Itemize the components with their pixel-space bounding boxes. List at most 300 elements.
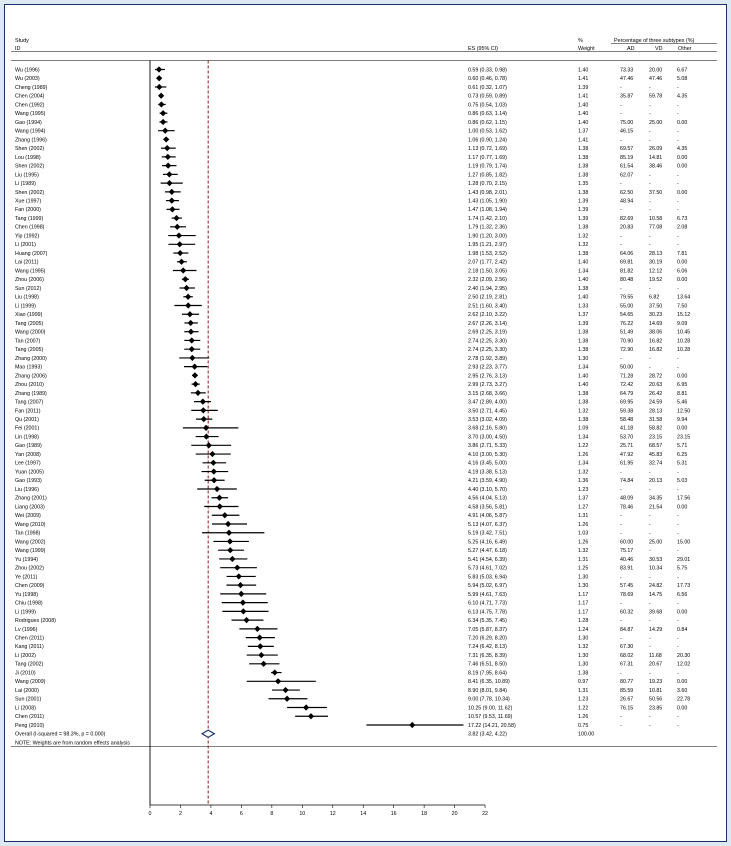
ad-value: 80.77 xyxy=(620,679,634,686)
ad-value: - xyxy=(620,469,622,476)
study-label: Yuan (2005) xyxy=(15,469,44,476)
weight-value: 1.17 xyxy=(578,600,589,607)
weight-value: 1.38 xyxy=(578,285,589,292)
weight-value: 1.32 xyxy=(578,548,589,555)
study-label: Wang (1995) xyxy=(15,268,46,275)
vd-value: 37.50 xyxy=(649,189,663,196)
weight-value: 0.75 xyxy=(578,722,589,729)
effect-marker xyxy=(234,565,240,571)
other-value: 0.00 xyxy=(677,373,688,380)
weight-value: 1.30 xyxy=(578,583,589,590)
other-value: - xyxy=(677,486,679,493)
vd-value: 58.82 xyxy=(649,425,663,432)
effect-marker xyxy=(169,206,175,212)
weight-value: 1.34 xyxy=(578,460,589,467)
vd-header: VD xyxy=(655,46,663,52)
effect-marker xyxy=(182,276,188,282)
study-label: Kang (2011) xyxy=(15,644,44,651)
study-label: Lee (1997) xyxy=(15,460,41,467)
other-value: 0.00 xyxy=(677,259,688,266)
other-value: - xyxy=(677,285,679,292)
weight-value: 1.32 xyxy=(578,469,589,476)
effect-marker xyxy=(217,503,223,509)
effect-marker xyxy=(227,547,233,553)
id-header: ID xyxy=(15,46,21,52)
es-ci-value: 5.19 (3.42, 7.51) xyxy=(468,530,507,537)
ad-value: - xyxy=(620,722,622,729)
x-tick-label: 4 xyxy=(209,811,213,817)
weight-value: 1.33 xyxy=(578,303,589,310)
weight-value: 1.38 xyxy=(578,224,589,231)
study-label: Rodrigues (2008) xyxy=(15,618,56,625)
study-label: Zhou (2006) xyxy=(15,277,44,284)
study-label: Wang (1994) xyxy=(15,128,46,135)
vd-value: 59.78 xyxy=(649,93,663,100)
es-ci-value: 0.60 (0.46, 0.78) xyxy=(468,76,507,83)
ad-value: - xyxy=(620,233,622,240)
vd-value: 19.52 xyxy=(649,277,663,284)
study-label: Sun (2012) xyxy=(15,285,42,292)
study-label: Sun (2001) xyxy=(15,696,42,703)
es-ci-value: 4.21 (3.59, 4.90) xyxy=(468,478,507,485)
ad-value: 55.00 xyxy=(620,303,634,310)
effect-marker xyxy=(216,495,222,501)
vd-value: 14.81 xyxy=(649,154,663,161)
effect-marker xyxy=(240,600,246,606)
study-label: Tan (2007) xyxy=(15,338,41,345)
vd-value: 28.13 xyxy=(649,408,663,415)
weight-value: 1.39 xyxy=(578,198,589,205)
x-tick-label: 20 xyxy=(451,811,458,817)
weight-value: 1.30 xyxy=(578,652,589,659)
es-ci-value: 10.25 (9.00, 11.62) xyxy=(468,705,513,712)
study-label: Yu (1998) xyxy=(15,591,38,598)
x-tick-label: 0 xyxy=(148,811,152,817)
es-ci-value: 1.06 (0.90, 1.24) xyxy=(468,137,507,144)
other-value: 4.35 xyxy=(677,146,688,153)
study-label: Zhou (2010) xyxy=(15,382,44,389)
es-ci-value: 2.32 (2.09, 2.56) xyxy=(468,277,507,284)
figure-frame xyxy=(4,4,727,842)
effect-marker xyxy=(169,198,175,204)
effect-marker xyxy=(173,215,179,221)
effect-marker xyxy=(176,232,182,238)
weight-value: 1.31 xyxy=(578,513,589,520)
vd-value: 31.58 xyxy=(649,417,663,423)
ad-value: - xyxy=(620,355,622,362)
weight-value: 1.24 xyxy=(578,626,589,633)
study-label: Li (2002) xyxy=(15,652,36,659)
ad-value: 58.48 xyxy=(620,417,634,423)
ad-value: 51.49 xyxy=(620,329,634,336)
ad-value: 68.02 xyxy=(620,652,634,659)
es-ci-value: 4.10 (3.00, 5.30) xyxy=(468,451,507,458)
vd-value: 16.82 xyxy=(649,338,663,345)
study-header: Study xyxy=(15,38,29,44)
study-label: Zhang (1996) xyxy=(15,137,47,144)
effect-marker xyxy=(166,171,172,177)
ad-value: 48.94 xyxy=(620,198,634,205)
vd-value: - xyxy=(649,670,651,677)
es-ci-value: 6.10 (4.71, 7.73) xyxy=(468,600,507,607)
weight-value: 1.30 xyxy=(578,574,589,581)
weight-value: 1.38 xyxy=(578,347,589,354)
study-label: Wei (2009) xyxy=(15,513,41,520)
ad-value: - xyxy=(620,285,622,292)
x-tick-label: 2 xyxy=(178,811,182,817)
study-label: Li (2001) xyxy=(15,242,36,249)
other-value: 0.00 xyxy=(677,189,688,196)
vd-value: - xyxy=(649,285,651,292)
effect-marker xyxy=(177,250,183,256)
es-ci-value: 2.07 (1.77, 2.42) xyxy=(468,259,507,266)
study-label: Fan (2000) xyxy=(15,207,41,214)
vd-value: 39.68 xyxy=(649,609,663,616)
effect-marker xyxy=(158,101,164,107)
effect-marker xyxy=(201,416,207,422)
es-ci-value: 1.95 (1.21, 2.97) xyxy=(468,242,507,249)
other-value: - xyxy=(677,242,679,249)
ad-value: 85.19 xyxy=(620,154,634,161)
other-value: 0.00 xyxy=(677,119,688,126)
es-ci-value: 2.74 (2.25, 3.30) xyxy=(468,347,507,354)
ad-value: 81.82 xyxy=(620,268,634,275)
vd-value: 14.29 xyxy=(649,626,663,633)
effect-marker xyxy=(174,224,180,230)
vd-value: 6.82 xyxy=(649,294,660,301)
es-ci-value: 4.91 (4.06, 5.87) xyxy=(468,513,507,520)
effect-marker xyxy=(189,346,195,352)
es-ci-value: 0.86 (0.62, 1.15) xyxy=(468,119,507,126)
effect-marker xyxy=(185,294,191,300)
es-ci-value: 5.27 (4.47, 6.18) xyxy=(468,548,507,555)
ad-value: 41.18 xyxy=(620,425,634,432)
other-value: - xyxy=(677,644,679,651)
es-ci-value: 1.47 (1.08, 1.94) xyxy=(468,207,507,214)
study-label: Cheng (1989) xyxy=(15,84,48,91)
weight-value: 1.38 xyxy=(578,417,589,423)
other-value: 5.08 xyxy=(677,76,688,83)
effect-marker xyxy=(187,311,193,317)
other-value: 6.25 xyxy=(677,451,688,458)
other-value: - xyxy=(677,102,679,109)
ad-value: - xyxy=(620,600,622,607)
study-label: Tang (2005) xyxy=(15,347,44,354)
es-ci-value: 3.47 (2.89, 4.00) xyxy=(468,399,507,406)
ad-value: 71.28 xyxy=(620,373,634,380)
ad-value: - xyxy=(620,207,622,214)
study-label: Mao (1993) xyxy=(15,364,43,371)
ad-value: 72.42 xyxy=(620,382,634,389)
overall-diamond xyxy=(202,730,214,737)
weight-value: 1.38 xyxy=(578,189,589,196)
ad-value: 40.46 xyxy=(620,556,634,563)
study-label: Lou (1998) xyxy=(15,154,41,161)
vd-value: 77.08 xyxy=(649,224,663,231)
weight-value: 1.26 xyxy=(578,714,589,721)
other-value: 7.81 xyxy=(677,250,688,257)
weight-value: 1.40 xyxy=(578,259,589,266)
ad-value: - xyxy=(620,242,622,249)
ad-value: 70.90 xyxy=(620,338,634,345)
effect-marker xyxy=(185,302,191,308)
weight-value: 1.26 xyxy=(578,521,589,528)
study-label: Tang (1999) xyxy=(15,215,44,222)
other-value: 10.28 xyxy=(677,347,691,354)
overall-weight: 100.00 xyxy=(578,731,595,738)
effect-marker xyxy=(282,687,288,693)
weight-value: 1.22 xyxy=(578,443,589,450)
study-label: Li (1999) xyxy=(15,609,36,616)
study-label: Chen (2009) xyxy=(15,583,45,590)
other-value: - xyxy=(677,137,679,144)
study-label: Lv (1996) xyxy=(15,626,38,633)
vd-value: 14.69 xyxy=(649,320,663,327)
weight-value: 1.37 xyxy=(578,312,589,319)
other-value: 13.64 xyxy=(677,294,691,301)
effect-marker xyxy=(261,661,267,667)
study-label: Li (2008) xyxy=(15,705,36,712)
other-value: 0.00 xyxy=(677,705,688,712)
effect-marker xyxy=(165,163,171,169)
other-value: 10.45 xyxy=(677,329,691,336)
study-label: Peng (2010) xyxy=(15,722,45,729)
vd-value: 45.83 xyxy=(649,451,663,458)
overall-label: Overall (I-squared = 98.3%, p = 0.000) xyxy=(15,731,106,738)
effect-marker xyxy=(226,530,232,536)
x-tick-label: 22 xyxy=(482,811,489,817)
es-ci-value: 1.98 (1.53, 2.52) xyxy=(468,250,507,257)
es-ci-value: 4.56 (4.04, 5.13) xyxy=(468,495,507,502)
vd-value: - xyxy=(649,207,651,214)
ad-value: 61.95 xyxy=(620,460,634,467)
ad-value: 69.57 xyxy=(620,146,634,153)
vd-value: 24.82 xyxy=(649,583,663,590)
study-label: Chen (2004) xyxy=(15,93,45,100)
vd-value: 38.06 xyxy=(649,329,663,336)
es-ci-value: 5.94 (5.02, 6.97) xyxy=(468,583,507,590)
es-ci-value: 2.78 (1.92, 3.89) xyxy=(468,355,507,362)
weight-value: 1.41 xyxy=(578,137,589,144)
other-value: 6.95 xyxy=(677,382,688,389)
effect-marker xyxy=(188,320,194,326)
other-value: - xyxy=(677,198,679,205)
weight-value: 1.26 xyxy=(578,539,589,546)
effect-marker xyxy=(237,582,243,588)
study-label: Huang (2007) xyxy=(15,250,48,257)
other-value: - xyxy=(677,618,679,625)
effect-marker xyxy=(275,678,281,684)
other-value: 4.35 xyxy=(677,93,688,100)
ad-value: - xyxy=(620,618,622,625)
es-ci-value: 1.90 (1.20, 3.00) xyxy=(468,233,507,240)
study-label: Chen (1998) xyxy=(15,224,45,231)
effect-marker xyxy=(180,267,186,273)
vd-value: - xyxy=(649,128,651,135)
vd-value: - xyxy=(649,548,651,555)
ad-value: 76.22 xyxy=(620,320,634,327)
effect-marker xyxy=(192,364,198,370)
ad-value: - xyxy=(620,530,622,537)
vd-value: 30.23 xyxy=(649,312,663,319)
weight-value: 1.40 xyxy=(578,373,589,380)
es-ci-value: 8.19 (7.95, 8.64) xyxy=(468,670,507,677)
ad-value: 60.32 xyxy=(620,609,634,616)
vd-value: 25.00 xyxy=(649,119,663,126)
weight-value: 1.40 xyxy=(578,277,589,284)
vd-value: - xyxy=(649,644,651,651)
ad-value: - xyxy=(620,521,622,528)
effect-marker xyxy=(243,617,249,623)
vd-value: - xyxy=(649,530,651,537)
vd-value: - xyxy=(649,242,651,249)
ad-value: - xyxy=(620,486,622,493)
other-value: - xyxy=(677,530,679,537)
effect-marker xyxy=(177,241,183,247)
es-ci-value: 7.46 (6.51, 8.50) xyxy=(468,661,507,668)
study-label: Zhou (2002) xyxy=(15,565,44,572)
other-value: 0.00 xyxy=(677,425,688,432)
es-ci-value: 0.86 (0.63, 1.14) xyxy=(468,111,507,118)
ad-value: 73.33 xyxy=(620,67,634,74)
study-label: Li (1999) xyxy=(15,303,36,310)
other-value: 0.00 xyxy=(677,504,688,511)
other-value: 12.50 xyxy=(677,408,691,415)
ad-value: 53.70 xyxy=(620,434,634,441)
other-value: - xyxy=(677,364,679,371)
ad-value: - xyxy=(620,670,622,677)
es-ci-value: 5.25 (4.16, 6.49) xyxy=(468,539,507,546)
study-label: Wang (2010) xyxy=(15,521,46,528)
study-label: Ye (2011) xyxy=(15,574,38,581)
study-label: Li (1989) xyxy=(15,181,36,188)
vd-value: 37.50 xyxy=(649,303,663,310)
effect-marker xyxy=(211,477,217,483)
ad-value: 72.90 xyxy=(620,347,634,354)
es-ci-value: 2.95 (2.76, 3.13) xyxy=(468,373,507,380)
weight-value: 1.38 xyxy=(578,338,589,345)
vd-value: - xyxy=(649,233,651,240)
es-ci-value: 10.57 (9.53, 11.69) xyxy=(468,714,513,721)
study-label: Chiu (1998) xyxy=(15,600,43,607)
es-ci-value: 9.00 (7.78, 10.34) xyxy=(468,696,510,703)
other-value: - xyxy=(677,548,679,555)
effect-marker xyxy=(195,390,201,396)
weight-value: 1.38 xyxy=(578,250,589,257)
x-tick-label: 10 xyxy=(299,811,306,817)
effect-marker xyxy=(163,136,169,142)
other-value: 22.78 xyxy=(677,696,691,703)
vd-value: - xyxy=(649,513,651,520)
ad-value: 67.31 xyxy=(620,661,634,668)
vd-value: 26.42 xyxy=(649,390,663,397)
effect-marker xyxy=(214,486,220,492)
es-ci-value: 2.62 (2.10, 3.22) xyxy=(468,312,507,319)
study-label: Shen (2002) xyxy=(15,146,45,153)
ad-value: - xyxy=(620,84,622,91)
es-ci-value: 0.73 (0.59, 0.89) xyxy=(468,93,507,100)
ad-value: 57.45 xyxy=(620,583,634,590)
effect-marker xyxy=(156,66,162,72)
es-ci-value: 2.99 (2.73, 3.27) xyxy=(468,382,507,389)
effect-marker xyxy=(229,556,235,562)
ad-value: 82.69 xyxy=(620,215,634,222)
es-ci-value: 5.73 (4.61, 7.02) xyxy=(468,565,507,572)
effect-marker xyxy=(206,442,212,448)
weight-value: 1.40 xyxy=(578,382,589,389)
weight-value: 1.09 xyxy=(578,425,589,432)
x-tick-label: 12 xyxy=(329,811,336,817)
vd-value: 20.00 xyxy=(649,67,663,74)
other-value: 5.71 xyxy=(677,443,688,450)
es-ci-value: 4.16 (3.45, 5.00) xyxy=(468,460,507,467)
es-ci-value: 4.19 (3.38, 5.13) xyxy=(468,469,507,476)
effect-marker xyxy=(166,180,172,186)
overall-es-ci: 3.82 (3.42, 4.22) xyxy=(468,731,507,738)
weight-value: 1.40 xyxy=(578,102,589,109)
vd-value: 26.09 xyxy=(649,146,663,153)
ad-value: - xyxy=(620,137,622,144)
ad-value: 54.65 xyxy=(620,312,634,319)
study-label: Wang (1995) xyxy=(15,111,46,118)
vd-value: 68.57 xyxy=(649,443,663,450)
effect-marker xyxy=(240,608,246,614)
weight-value: 1.38 xyxy=(578,329,589,336)
vd-value: 30.53 xyxy=(649,556,663,563)
other-value: - xyxy=(677,172,679,179)
other-value: 6.73 xyxy=(677,215,688,222)
effect-marker xyxy=(188,329,194,335)
effect-marker xyxy=(284,696,290,702)
weight-value: 1.39 xyxy=(578,215,589,222)
es-ci-value: 8.90 (8.01, 9.84) xyxy=(468,687,507,694)
effect-marker xyxy=(227,538,233,544)
vd-value: 10.34 xyxy=(649,565,663,572)
weight-value: 1.40 xyxy=(578,119,589,126)
ad-value: 48.09 xyxy=(620,495,634,502)
other-value: 0.00 xyxy=(677,154,688,161)
ad-value: 61.54 xyxy=(620,163,634,170)
ad-value: 69.81 xyxy=(620,259,634,266)
study-label: Zhang (2001) xyxy=(15,495,47,502)
other-value: - xyxy=(677,233,679,240)
ad-value: 64.79 xyxy=(620,390,634,397)
es-ci-value: 0.75 (0.54, 1.03) xyxy=(468,102,507,109)
effect-marker xyxy=(158,93,164,99)
es-ci-value: 6.34 (5.35, 7.45) xyxy=(468,618,507,625)
other-value: 0.00 xyxy=(677,277,688,284)
weight-value: 1.38 xyxy=(578,154,589,161)
effect-marker xyxy=(210,460,216,466)
other-header: Other xyxy=(678,46,692,52)
es-ci-value: 6.13 (4.75, 7.78) xyxy=(468,609,507,616)
study-label: Gao (1994) xyxy=(15,119,42,126)
other-value: 5.75 xyxy=(677,565,688,572)
weight-value: 0.97 xyxy=(578,679,589,686)
ad-value: - xyxy=(620,181,622,188)
es-ci-value: 7.20 (6.29, 8.20) xyxy=(468,635,507,642)
es-ci-value: 17.22 (14.21, 20.58) xyxy=(468,722,516,729)
es-ci-value: 2.74 (2.25, 3.30) xyxy=(468,338,507,345)
study-label: Wang (2002) xyxy=(15,539,46,546)
vd-value: 24.59 xyxy=(649,399,663,406)
es-ci-value: 1.13 (0.72, 1.69) xyxy=(468,146,507,153)
weight-value: 1.37 xyxy=(578,128,589,135)
ad-value: 78.46 xyxy=(620,504,634,511)
other-value: - xyxy=(677,521,679,528)
es-ci-value: 7.24 (6.42, 8.13) xyxy=(468,644,507,651)
study-label: Tang (2005) xyxy=(15,320,44,327)
